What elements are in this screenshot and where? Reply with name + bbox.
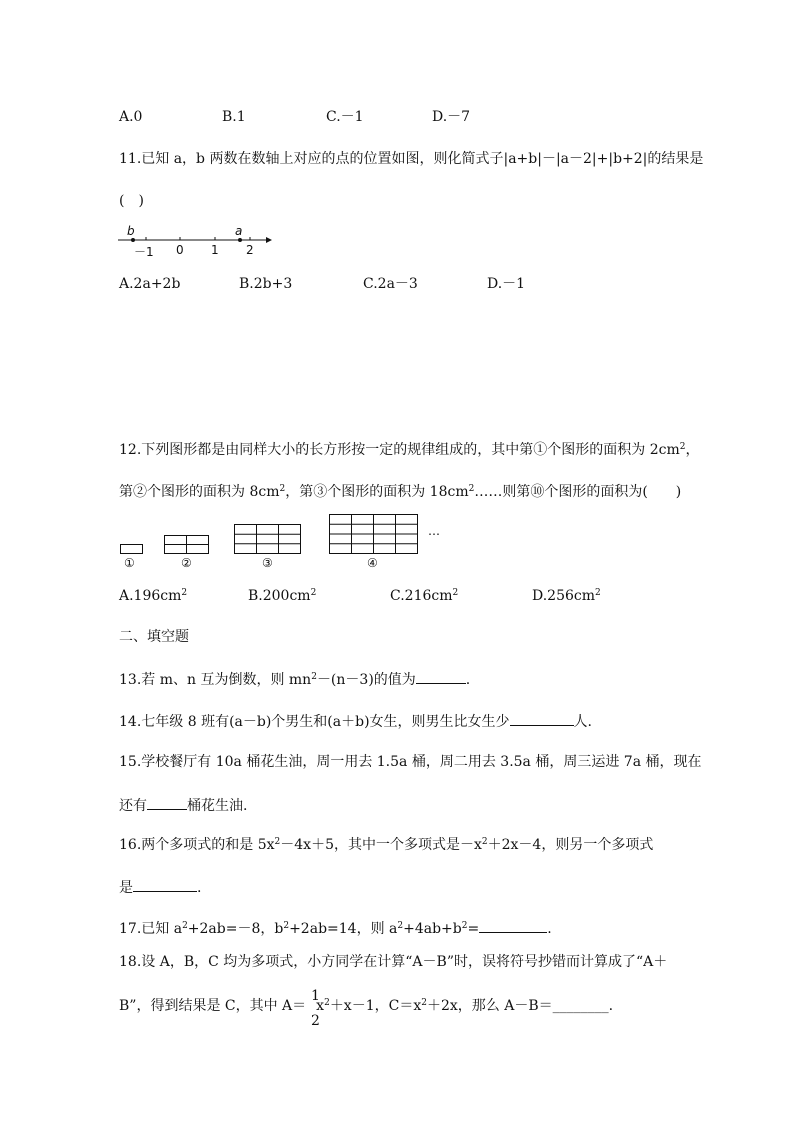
q13: 13.若 m、n 互为倒数，则 $mn^2-(n-3)$的值为 . xyxy=(119,669,470,689)
q16-line1: 16.两个多项式的和是 $5x^2-4x+5$，其中一个多项式是$-x^2+2x-4$，则另一个多项式 xyxy=(119,837,654,853)
q11-paren: ( ) xyxy=(119,193,144,209)
number-line-label-a: a xyxy=(235,224,243,238)
q12-option-a: $A.196cm^2$ xyxy=(119,588,188,604)
number-line-tick-label: 0 xyxy=(176,243,184,257)
figure-1 xyxy=(121,545,143,554)
number-line-label-b: b xyxy=(127,224,135,238)
q18-line1: 18.设 A，B，C 均为多项式，小方同学在计算“A－B”时，误将符号抄错而计算成了“A＋ xyxy=(119,954,668,970)
rectangle-pattern-figure xyxy=(118,510,448,560)
q11-option-c: C.2a－3 xyxy=(363,276,418,292)
q10-option-d: D.－7 xyxy=(432,109,471,125)
q12-line1: 12.下列图形都是由同样大小的长方形按一定的规律组成的，其中第①个图形的面积为 $2cm^2$， xyxy=(119,442,700,458)
answer-blank[interactable] xyxy=(416,669,466,684)
q11-option-b: B.2b+3 xyxy=(239,276,293,292)
answer-blank[interactable] xyxy=(133,877,197,892)
answer-blank[interactable] xyxy=(147,795,187,810)
figure-3 xyxy=(235,525,301,554)
pattern-ellipsis: … xyxy=(428,524,440,538)
q10-option-c: C.－1 xyxy=(326,109,364,125)
figure-label: ① xyxy=(124,556,135,570)
q10-option-a: A.0 xyxy=(119,109,143,125)
q18-line2: B”，得到结果是 C，其中 $A= x^2+x-1$，$C=x^2+2x$，那么 A－B＝________. xyxy=(119,998,614,1014)
figure-4 xyxy=(330,515,418,554)
q11-option-d: D.－1 xyxy=(487,276,526,292)
q15-line1: 15.学校餐厅有 10a 桶花生油，周一用去 1.5a 桶，周二用去 3.5a 桶，周三运进 7a 桶，现在 xyxy=(119,754,702,770)
figure-2 xyxy=(165,536,209,554)
fraction-numerator: 1 xyxy=(311,988,320,1004)
point-a xyxy=(238,238,242,242)
q12-option-d: $D.256cm^2$ xyxy=(532,588,601,604)
number-line-tick-label: 2 xyxy=(246,243,254,257)
answer-blank[interactable] xyxy=(479,918,547,933)
q10-option-b: B.1 xyxy=(222,109,246,125)
q11-question: 11.已知 a，b 两数在数轴上对应的点的位置如图，则化简式子|a+b|－|a－2|+|b+2|的结果是 xyxy=(119,151,704,167)
figure-label: ② xyxy=(181,556,192,570)
point-b xyxy=(131,238,135,242)
q14: 14.七年级 8 班有(a－b)个男生和(a＋b)女生，则男生比女生少 人. xyxy=(119,711,592,731)
fraction-denominator: 2 xyxy=(311,1013,320,1029)
section-heading: 二、填空题 xyxy=(119,629,189,645)
q15-line2: 还有 桶花生油. xyxy=(119,795,247,815)
answer-blank[interactable] xyxy=(510,711,574,726)
figure-label: ③ xyxy=(262,556,273,570)
q16-line2: 是 . xyxy=(119,877,201,897)
q12-option-b: $B.200cm^2$ xyxy=(248,588,317,604)
q12-line2: 第②个图形的面积为 $8cm^2$，第③个图形的面积为 $18cm^2\dots\dots$则第⑩个图形的面积为( ) xyxy=(119,484,682,500)
figure-label: ④ xyxy=(367,556,378,570)
q11-option-a: A.2a+2b xyxy=(119,276,181,292)
q17: 17.已知 $a^2+2ab=-8$，$b^2+2ab=14$，则 $a^2+4ab+b^2=$ . xyxy=(119,918,552,938)
number-line-tick-label: 1 xyxy=(211,243,219,257)
number-line-tick-label: －1 xyxy=(134,245,154,259)
q12-option-c: $C.216cm^2$ xyxy=(390,588,459,604)
